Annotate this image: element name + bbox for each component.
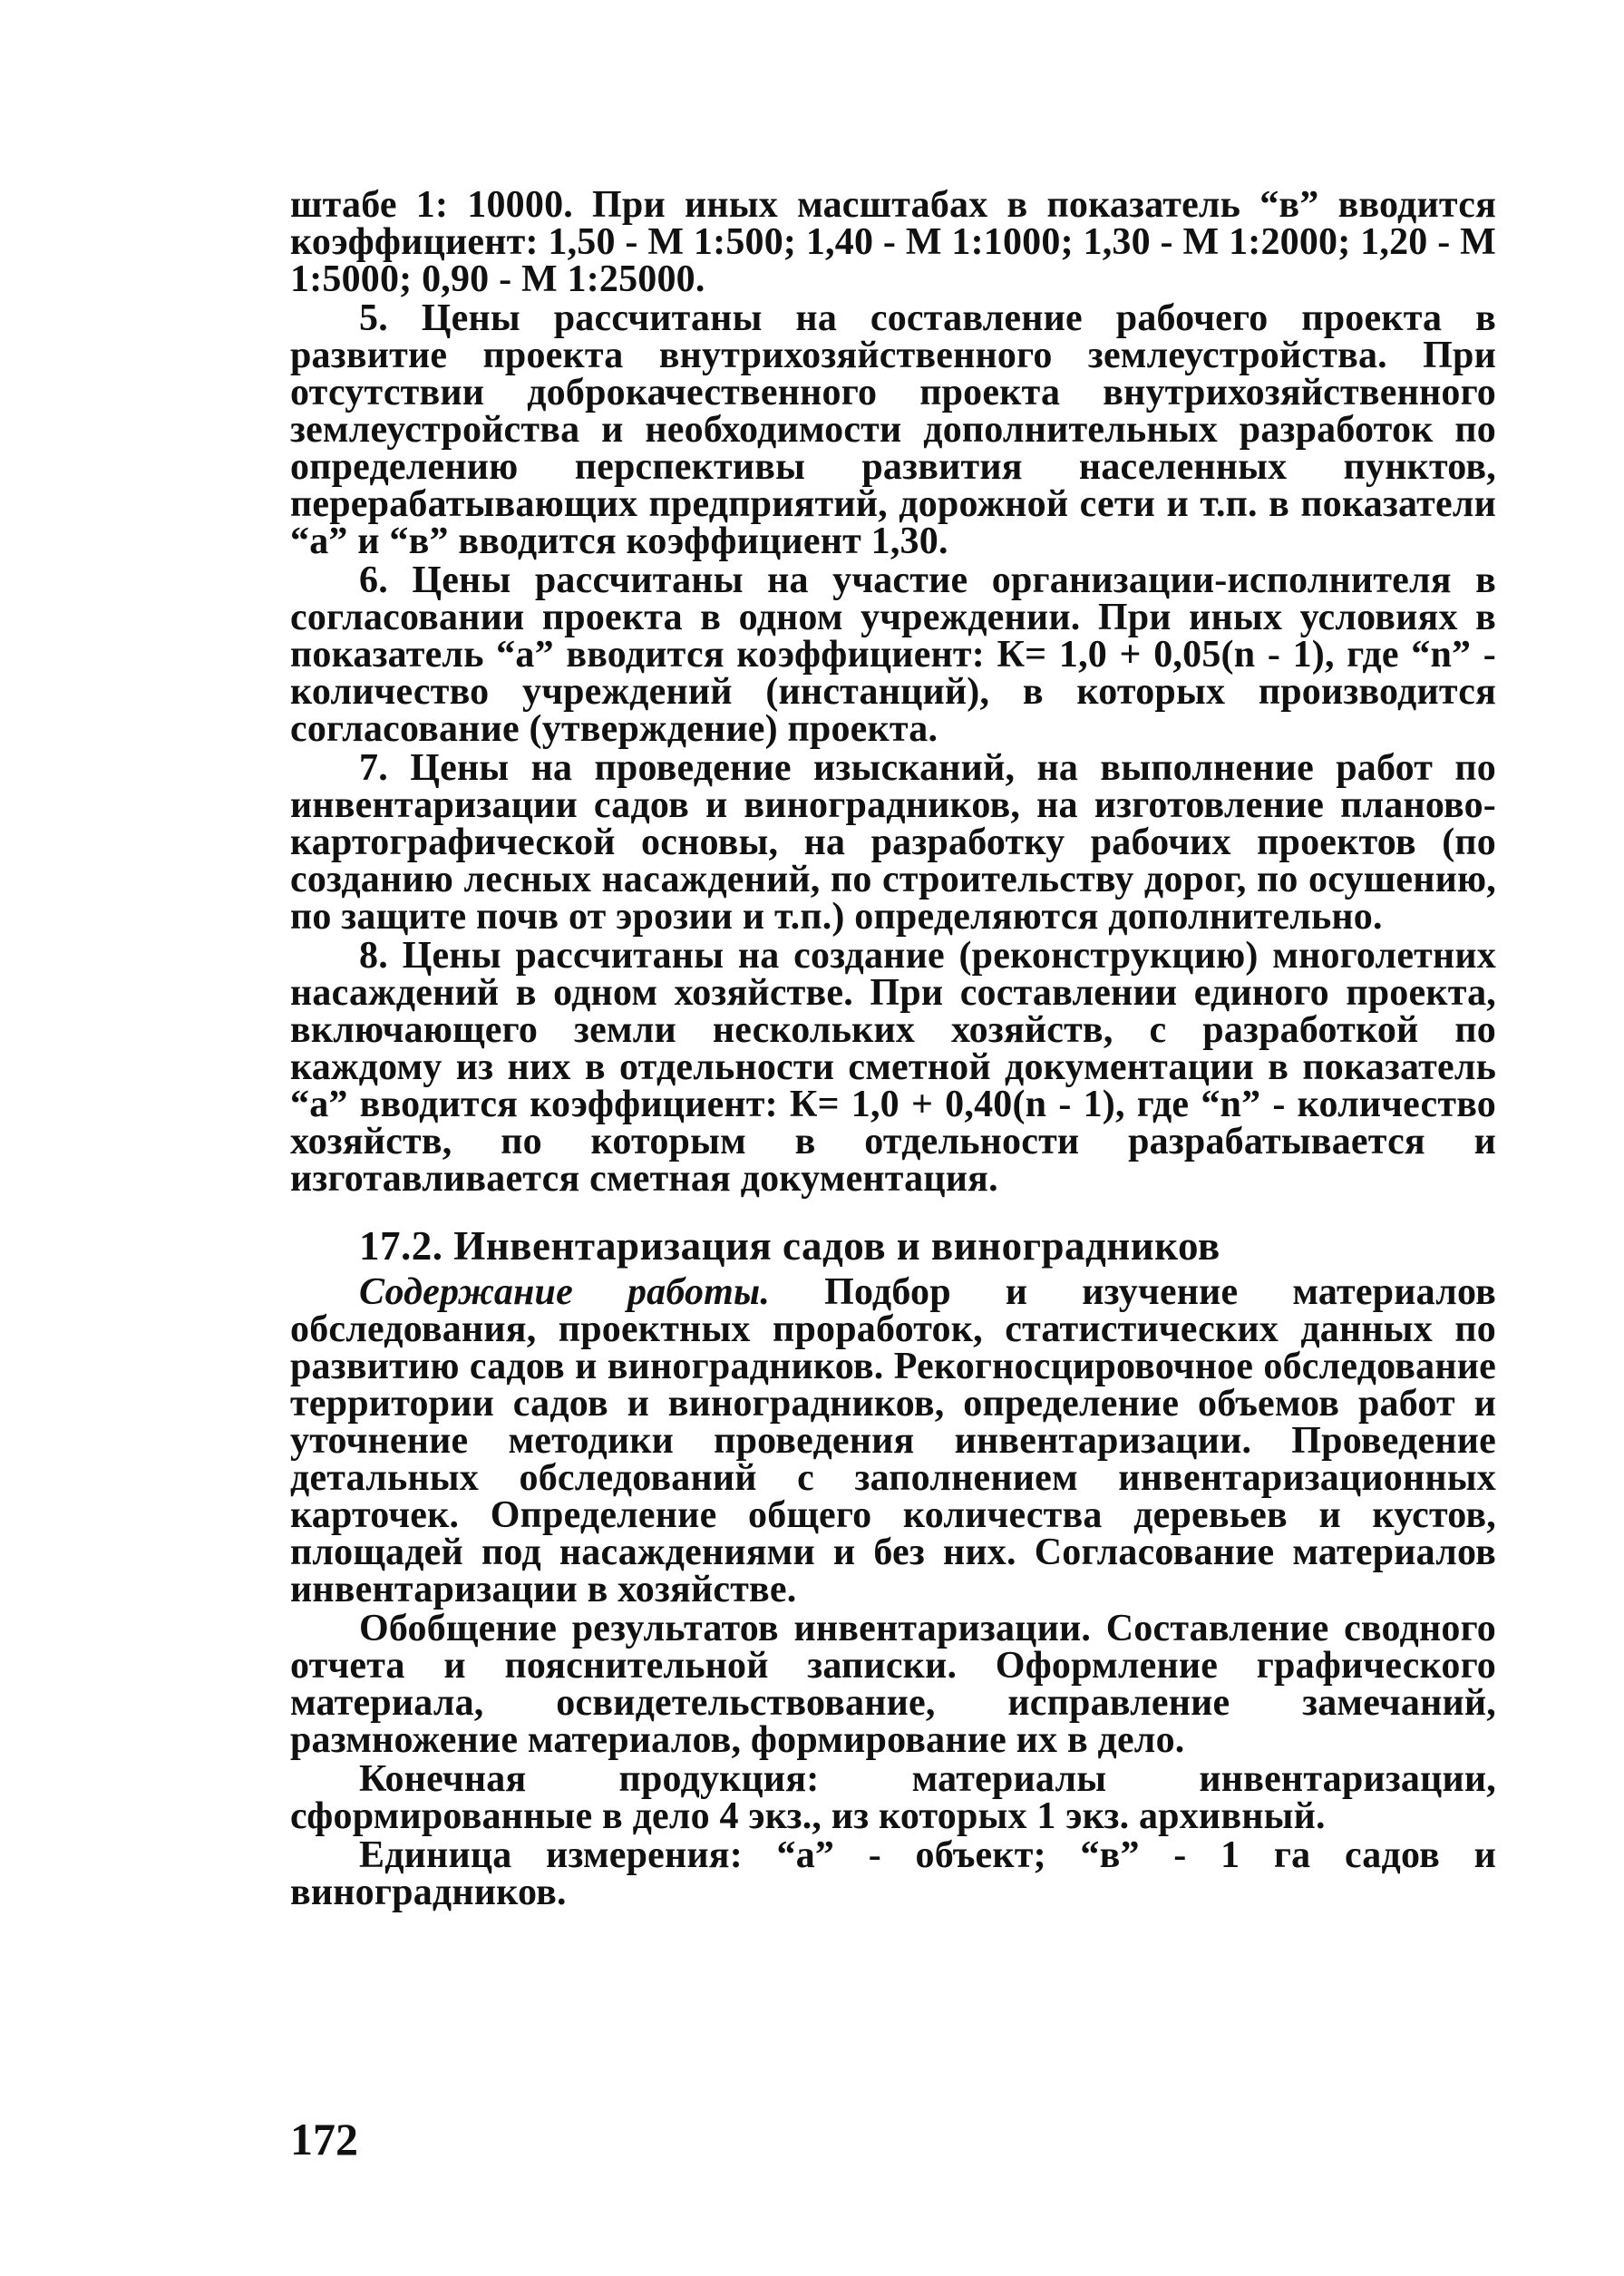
- paragraph-scale-coefficients: штабе 1: 10000. При иных масштабах в показатель “в” вводится коэффициент: 1,50 - М 1:500; 1,40 - М 1:1000; 1,30 - М 1:2000; 1,20 - М 1:5000; 0,90 - М 1:25000.: [290, 184, 1496, 300]
- paragraph-note-5: 5. Цены рассчитаны на составление рабочего проекта в развитие проекта внутрихозяйственного землеустройства. При отсутствии доброкачественного проекта внутрихозяйственного землеустройства и необходимости дополнительных разработок по определению перспективы развития населенных пунктов, перерабатывающих предприятий, дорожной сети и т.п. в показатели “а” и “в” вводится коэффициент 1,30.: [290, 297, 1496, 562]
- work-content-text: Подбор и изучение материалов обследования, проектных проработок, статистических данных по развитию садов и виноградников. Рекогносцировочное обследование территории садов и виноградников, определение объемов работ и уточнение методики проведения инвентаризации. Проведение детальных обследований с заполнением инвентаризационных карточек. Определение общего количества деревьев и кустов, площадей под насаждениями и без них. Согласование материалов инвентаризации в хозяйстве.: [290, 1271, 1496, 1610]
- paragraph-note-8: 8. Цены рассчитаны на создание (реконструкцию) многолетних насаждений в одном хозяйстве. При составлении единого проекта, включающего земли нескольких хозяйств, с разработкой по каждому из них в отдельности сметной документации в показатель “а” вводится коэффициент: К= 1,0 + 0,40(n - 1), где “n” - количество хозяйств, по которым в отдельности разрабатывается и изготавливается сметная документация.: [290, 935, 1496, 1200]
- paragraph-note-7: 7. Цены на проведение изысканий, на выполнение работ по инвентаризации садов и виноградников, на изготовление планово-картографической основы, на разработку рабочих проектов (по созданию лесных насаждений, по строительству дорог, по осушению, по защите почв от эрозии и т.п.) определяются дополнительно.: [290, 747, 1496, 938]
- paragraph-unit-of-measure: Единица измерения: “а” - объект; “в” - 1 га садов и виноградников.: [290, 1834, 1496, 1913]
- page-number: 172: [290, 2114, 358, 2164]
- work-content-label: Содержание работы.: [359, 1271, 771, 1313]
- section-heading: 17.2. Инвентаризация садов и виноградников: [359, 1223, 1220, 1269]
- page-body: [290, 184, 1496, 1913]
- paragraph-final-product: Конечная продукция: материалы инвентаризации, сформированные в дело 4 экз., из которых 1 экз. архивный.: [290, 1758, 1496, 1837]
- paragraph-work-content: [290, 1271, 1496, 1610]
- paragraph-note-6: 6. Цены рассчитаны на участие организации-исполнителя в согласовании проекта в одном учреждении. При иных условиях в показатель “а” вводится коэффициент: К= 1,0 + 0,05(n - 1), где “n” - количество учреждений (инстанций), в которых производится согласование (утверждение) проекта.: [290, 559, 1496, 750]
- paragraph-summary: Обобщение результатов инвентаризации. Составление сводного отчета и пояснительной записки. Оформление графического материала, освидетельствование, исправление замечаний, размножение материалов, формирование их в дело.: [290, 1608, 1496, 1761]
